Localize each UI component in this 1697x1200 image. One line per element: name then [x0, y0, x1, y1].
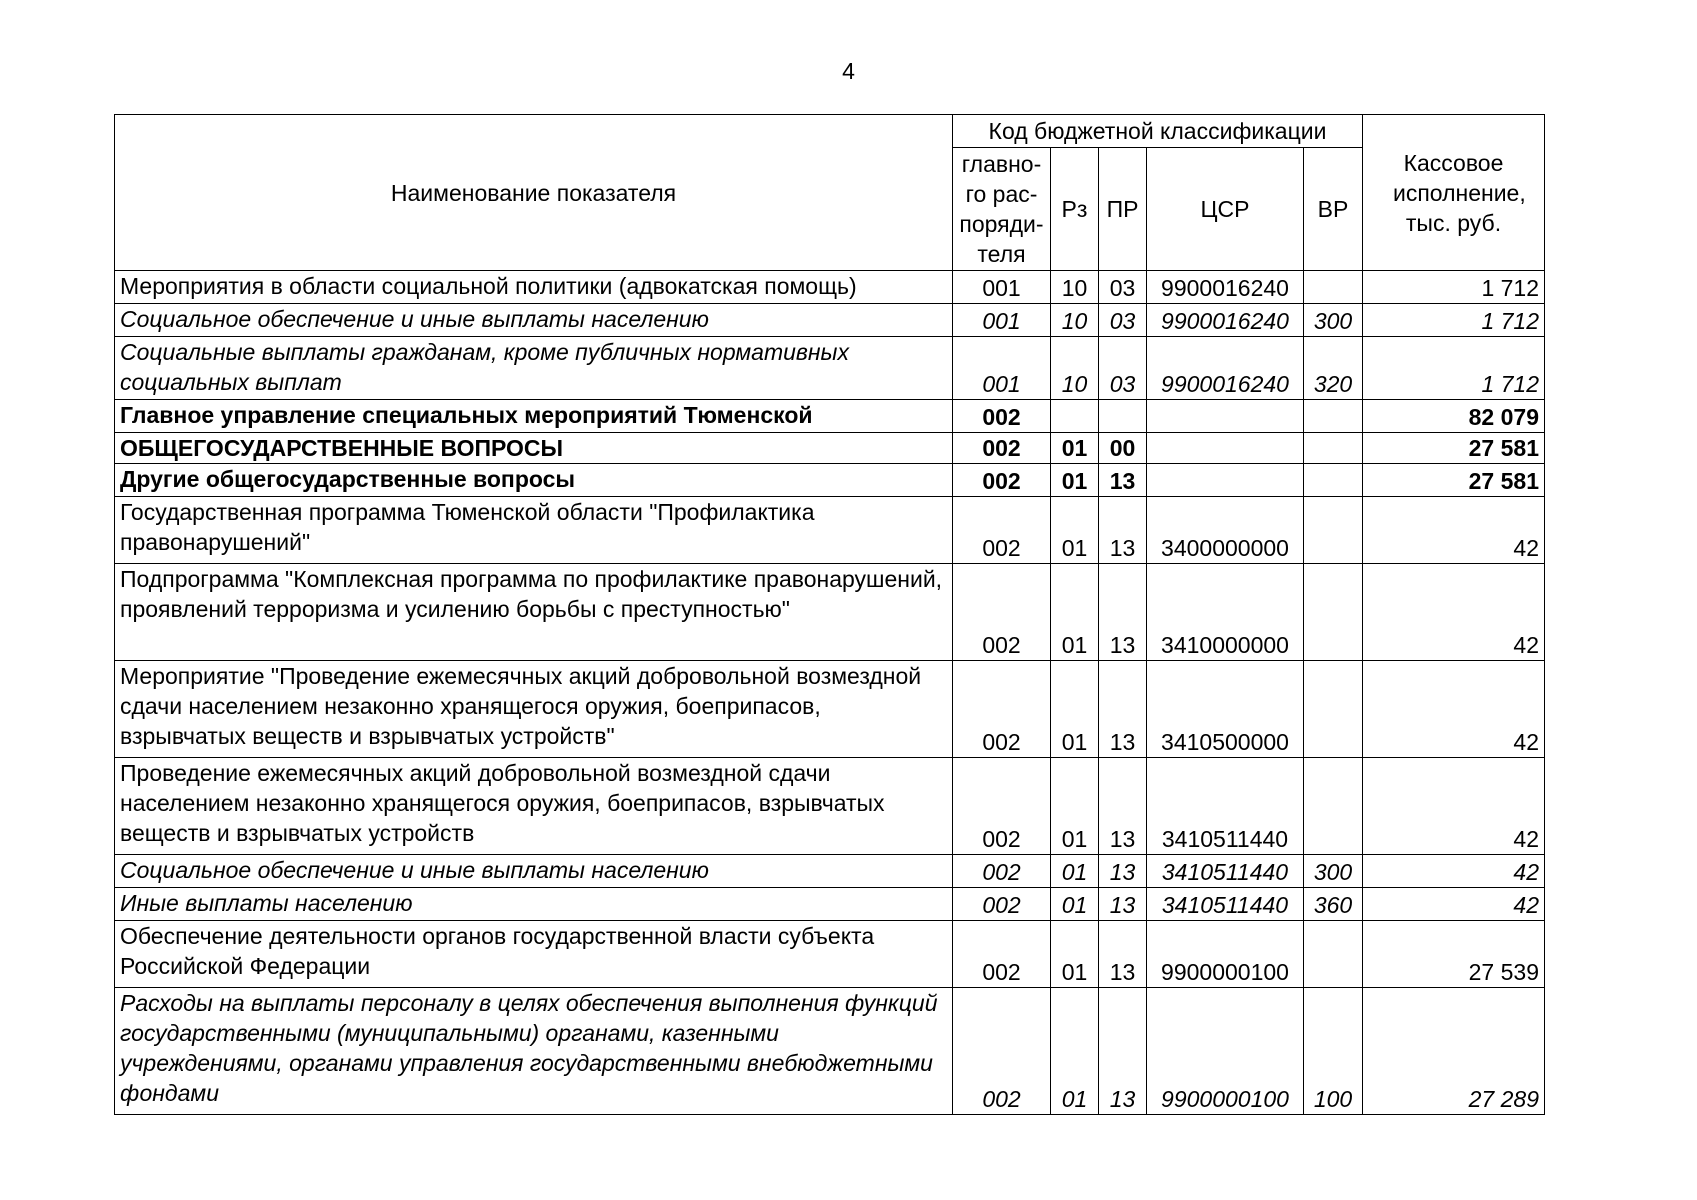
table-row	[115, 758, 1545, 855]
table-row	[115, 661, 1545, 758]
cell-pr: 13	[1099, 988, 1147, 1115]
cell-amount: 82 079	[1363, 400, 1545, 433]
cell-glava: 002	[953, 433, 1051, 464]
cell-name: Иные выплаты населению	[115, 888, 953, 921]
cell-rz: 10	[1051, 337, 1099, 400]
cell-csr: 3410500000	[1147, 661, 1304, 758]
cell-name: Социальное обеспечение и иные выплаты населению	[115, 304, 953, 337]
cell-rz: 01	[1051, 888, 1099, 921]
table-row	[115, 497, 1545, 564]
cell-csr: 3410511440	[1147, 758, 1304, 855]
cell-glava: 002	[953, 921, 1051, 988]
cell-vr	[1304, 564, 1363, 661]
header-glava: главно-го рас-поряди-теля	[953, 148, 1051, 271]
table-row	[115, 855, 1545, 888]
cell-amount: 27 581	[1363, 433, 1545, 464]
cell-pr: 13	[1099, 564, 1147, 661]
cell-vr	[1304, 433, 1363, 464]
cell-csr	[1147, 464, 1304, 497]
cell-name: Социальные выплаты гражданам, кроме публичных нормативных социальных выплат	[115, 337, 953, 400]
table-row	[115, 400, 1545, 433]
cell-vr	[1304, 271, 1363, 304]
cell-pr	[1099, 400, 1147, 433]
table-row	[115, 988, 1545, 1115]
cell-rz: 01	[1051, 661, 1099, 758]
cell-pr: 00	[1099, 433, 1147, 464]
header-amount: Кассовое исполнение, тыс. руб.	[1363, 115, 1545, 271]
cell-amount: 42	[1363, 497, 1545, 564]
header-rz: Рз	[1051, 148, 1099, 271]
cell-rz: 01	[1051, 988, 1099, 1115]
cell-rz: 01	[1051, 855, 1099, 888]
cell-vr: 360	[1304, 888, 1363, 921]
cell-csr	[1147, 433, 1304, 464]
cell-name: Другие общегосударственные вопросы	[115, 464, 953, 497]
cell-amount: 1 712	[1363, 271, 1545, 304]
cell-csr: 9900016240	[1147, 271, 1304, 304]
cell-glava: 002	[953, 464, 1051, 497]
cell-vr	[1304, 464, 1363, 497]
cell-rz	[1051, 400, 1099, 433]
cell-amount: 1 712	[1363, 337, 1545, 400]
cell-name: Мероприятие "Проведение ежемесячных акций добровольной возмездной сдачи населением незаконно хранящегося оружия, боеприпасов, взрывчатых веществ и взрывчатых устройств"	[115, 661, 953, 758]
header-code-group: Код бюджетной классификации	[953, 115, 1363, 148]
cell-pr: 13	[1099, 464, 1147, 497]
cell-pr: 03	[1099, 304, 1147, 337]
cell-glava: 001	[953, 271, 1051, 304]
cell-vr	[1304, 758, 1363, 855]
cell-rz: 01	[1051, 564, 1099, 661]
table-row	[115, 888, 1545, 921]
table-row	[115, 564, 1545, 661]
cell-rz: 10	[1051, 304, 1099, 337]
cell-rz: 10	[1051, 271, 1099, 304]
cell-glava: 002	[953, 888, 1051, 921]
cell-vr: 100	[1304, 988, 1363, 1115]
cell-pr: 13	[1099, 758, 1147, 855]
table-row	[115, 464, 1545, 497]
cell-csr: 9900016240	[1147, 304, 1304, 337]
cell-csr: 3410511440	[1147, 855, 1304, 888]
cell-csr: 9900000100	[1147, 921, 1304, 988]
cell-rz: 01	[1051, 433, 1099, 464]
cell-vr	[1304, 661, 1363, 758]
cell-pr: 13	[1099, 855, 1147, 888]
page-number: 4	[842, 58, 855, 84]
budget-execution-table	[114, 114, 1545, 1115]
cell-glava: 002	[953, 497, 1051, 564]
cell-glava: 002	[953, 564, 1051, 661]
cell-csr: 3410000000	[1147, 564, 1304, 661]
cell-pr: 13	[1099, 921, 1147, 988]
cell-rz: 01	[1051, 758, 1099, 855]
cell-csr: 9900000100	[1147, 988, 1304, 1115]
cell-name: Проведение ежемесячных акций добровольной возмездной сдачи населением незаконно хранящегося оружия, боеприпасов, взрывчатых веществ и взрывчатых устройств	[115, 758, 953, 855]
cell-amount: 27 581	[1363, 464, 1545, 497]
table-body	[115, 271, 1545, 1115]
cell-name: Мероприятия в области социальной политики (адвокатская помощь)	[115, 271, 953, 304]
cell-amount: 42	[1363, 661, 1545, 758]
table-row	[115, 304, 1545, 337]
header-name: Наименование показателя	[115, 115, 953, 271]
cell-glava: 002	[953, 661, 1051, 758]
cell-pr: 13	[1099, 888, 1147, 921]
cell-glava: 002	[953, 988, 1051, 1115]
cell-pr: 03	[1099, 271, 1147, 304]
cell-pr: 13	[1099, 497, 1147, 564]
cell-csr: 3400000000	[1147, 497, 1304, 564]
cell-rz: 01	[1051, 921, 1099, 988]
cell-amount: 27 289	[1363, 988, 1545, 1115]
header-csr: ЦСР	[1147, 148, 1304, 271]
table-row	[115, 433, 1545, 464]
cell-vr: 320	[1304, 337, 1363, 400]
cell-vr	[1304, 921, 1363, 988]
cell-name: Государственная программа Тюменской области "Профилактика правонарушений"	[115, 497, 953, 564]
cell-name: Расходы на выплаты персоналу в целях обеспечения выполнения функций государственными (муниципальными) органами, казенными учреждениями, органами управления государственными внебюджетными фондами	[115, 988, 953, 1115]
cell-vr: 300	[1304, 304, 1363, 337]
cell-vr	[1304, 497, 1363, 564]
cell-name: Социальное обеспечение и иные выплаты населению	[115, 855, 953, 888]
cell-pr: 03	[1099, 337, 1147, 400]
cell-csr: 9900016240	[1147, 337, 1304, 400]
cell-amount: 42	[1363, 758, 1545, 855]
cell-glava: 002	[953, 400, 1051, 433]
cell-glava: 001	[953, 304, 1051, 337]
cell-name: Подпрограмма "Комплексная программа по профилактике правонарушений, проявлений терроризма и усилению борьбы с преступностью"	[115, 564, 953, 661]
cell-amount: 1 712	[1363, 304, 1545, 337]
cell-name: Главное управление специальных мероприятий Тюменской	[115, 400, 953, 433]
header-vr: ВР	[1304, 148, 1363, 271]
cell-amount: 27 539	[1363, 921, 1545, 988]
cell-amount: 42	[1363, 888, 1545, 921]
cell-vr	[1304, 400, 1363, 433]
table-row	[115, 337, 1545, 400]
cell-glava: 002	[953, 855, 1051, 888]
cell-glava: 002	[953, 758, 1051, 855]
cell-vr: 300	[1304, 855, 1363, 888]
cell-amount: 42	[1363, 855, 1545, 888]
table-row	[115, 921, 1545, 988]
cell-pr: 13	[1099, 661, 1147, 758]
cell-amount: 42	[1363, 564, 1545, 661]
header-pr: ПР	[1099, 148, 1147, 271]
cell-csr: 3410511440	[1147, 888, 1304, 921]
cell-glava: 001	[953, 337, 1051, 400]
cell-rz: 01	[1051, 464, 1099, 497]
cell-name: Обеспечение деятельности органов государственной власти субъекта Российской Федерации	[115, 921, 953, 988]
table-row	[115, 271, 1545, 304]
cell-rz: 01	[1051, 497, 1099, 564]
cell-name: ОБЩЕГОСУДАРСТВЕННЫЕ ВОПРОСЫ	[115, 433, 953, 464]
cell-csr	[1147, 400, 1304, 433]
